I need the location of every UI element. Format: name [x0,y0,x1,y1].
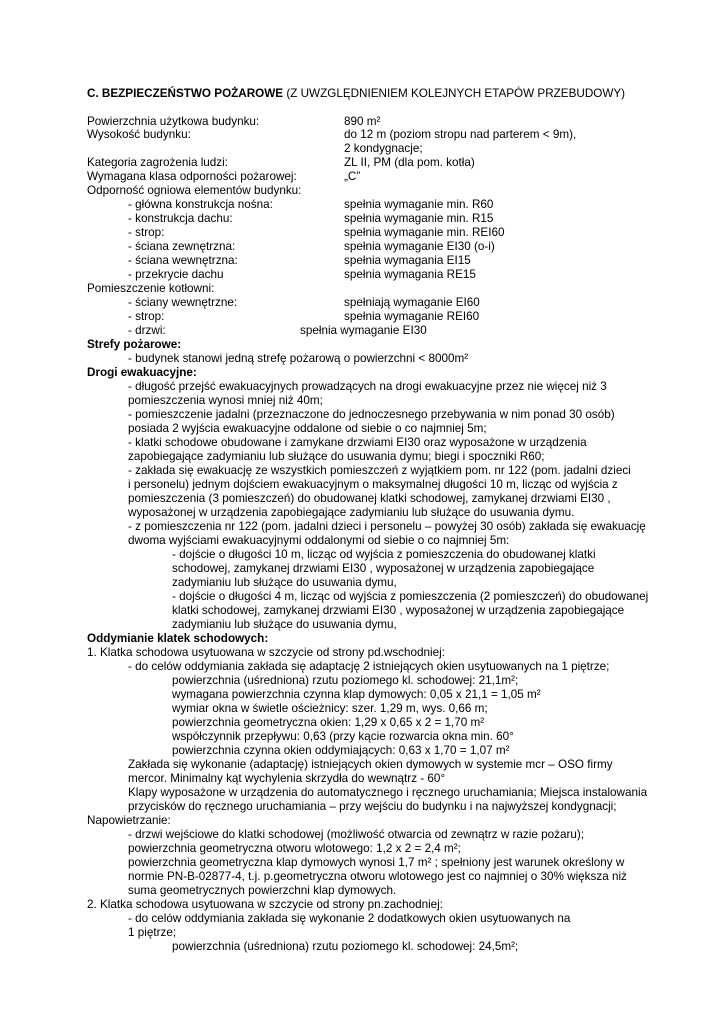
spec-label: - ściany wewnętrzne: [128,296,238,309]
text-line: - pomieszczenie jadalni (przeznaczone do jednoczesnego przebywania w nim ponad 30 osób) [128,408,615,421]
text-line: współczynnik przepływu: 0,63 (przy kącie rozwarcia okna min. 60° [172,730,514,743]
text-line: wymagana powierzchnia czynna klap dymowych: 0,05 x 21,1 = 1,05 m² [172,688,541,701]
text-line: Zakłada się wykonanie (adaptację) istniejących okien dymowych w systemie mcr – OSO firmy [128,758,613,771]
text-line: zadymianiu lub służące do usuwania dymu, [172,576,397,589]
subheading: Strefy pożarowe: [87,338,182,351]
text-line: powierzchnia geometryczna klap dymowych wynosi 1,7 m² ; spełniony jest warunek określony w [128,856,625,869]
text-line: powierzchnia geometryczna okien: 1,29 x 0,65 x 2 = 1,70 m² [172,716,485,729]
text-line: - budynek stanowi jedną strefę pożarową o powierzchni < 8000m² [128,352,469,365]
text-line: wyposażonej w urządzenia zapobiegające zadymianiu lub służące do usuwania dymu. [128,506,575,519]
text-line: - klatki schodowe obudowane i zamykane drzwiami EI30 oraz wyposażone w urządzenia [128,436,587,449]
spec-value: spełnia wymaganie EI30 [300,324,427,337]
text-line: 1. Klatka schodowa usytuowana w szczycie od strony pd.wschodniej: [87,646,445,659]
spec-value: ZL II, PM (dla pom. kotła) [344,156,475,169]
spec-value: „C” [344,170,361,183]
spec-label: Odporność ogniowa elementów budynku: [87,184,302,197]
text-line: schodowej, zamykanej drzwiami EI30 , wyposażonej w urządzenia zapobiegające [172,562,595,575]
spec-value: spełnia wymaganie REI60 [344,310,480,323]
text-line: przycisków do ręcznego uruchamiania – przy wejściu do budynku i na najwyższej kondygnacji; [128,800,617,813]
spec-label: - konstrukcja dachu: [128,212,233,225]
text-line: - drzwi wejściowe do klatki schodowej (możliwość otwarcia od zewnątrz w razie pożaru); [128,828,584,841]
text-line: 1 piętrze; [128,926,177,939]
text-line: posiada 2 wyjścia ewakuacyjne oddalone od siebie o co najmniej 5m; [128,422,487,435]
spec-label: Powierzchnia użytkowa budynku: [87,115,260,128]
spec-label: - drzwi: [128,324,166,337]
spec-label: - ściana wewnętrzna: [128,254,238,267]
spec-label: - strop: [128,226,165,239]
text-line: - dojście o długości 10 m, licząc od wyjścia z pomieszczenia do obudowanej klatki [172,548,596,561]
spec-label: Pomieszczenie kotłowni: [87,282,215,295]
text-line: suma geometrycznych powierzchni klap dymowych. [128,884,397,897]
section-title-bold: C. BEZPIECZEŃSTWO POŻAROWE [87,87,284,100]
spec-label: - główna konstrukcja nośna: [128,198,273,211]
text-line: i personelu) jednym dojściem ewakuacyjnym o maksymalnej długości 10 m, licząc od wyjścia z [128,478,618,491]
spec-label: - strop: [128,310,165,323]
text-line: Klapy wyposażone w urządzenia do automatycznego i ręcznego uruchamiania; Miejsca instalowania [128,786,648,799]
text-line: wymiar okna w świetle ościeżnicy: szer. 1,29 m, wys. 0,66 m; [172,702,488,715]
text-line: normie PN-B-02877-4, t.j. p.geometryczna otworu wlotowego jest co najmniej o 30% większa niż [128,870,627,883]
spec-value: spełnia wymagania EI15 [344,254,471,267]
text-line: - do celów oddymiania zakłada się adaptację 2 istniejących okien usytuowanych na 1 piętrze; [128,660,610,673]
spec-value: spełnia wymaganie min. REI60 [344,226,505,239]
text-line: powierzchnia (uśredniona) rzutu poziomego kl. schodowej: 24,5m²; [172,940,519,953]
text-line: - do celów oddymiania zakłada się wykonanie 2 dodatkowych okien usytuowanych na [128,912,571,925]
text-line: 2. Klatka schodowa usytuowana w szczycie od strony pn.zachodniej: [87,898,444,911]
text-line: powierzchnia (uśredniona) rzutu poziomego kl. schodowej: 21,1m²; [172,674,519,687]
spec-value: spełniają wymaganie EI60 [344,296,480,309]
text-line: - z pomieszczenia nr 122 (pom. jadalni dzieci i personelu – powyżej 30 osób) zakłada się ewakuację [128,520,646,533]
text-line: zapobiegające zadymianiu lub służące do usuwania dymu; biegi i spoczniki R60; [128,450,545,463]
section-title-rest: (Z UWZGLĘDNIENIEM KOLEJNYCH ETAPÓW PRZEBUDOWY) [283,87,626,100]
spec-value: spełnia wymaganie min. R60 [344,198,494,211]
text-line: klatki schodowej, zamykanej drzwiami EI30 , wyposażonej w urządzenia zapobiegające [172,604,625,617]
subheading: Drogi ewakuacyjne: [87,366,197,379]
spec-label: Kategoria zagrożenia ludzi: [87,156,228,169]
spec-label: Wymagana klasa odporności pożarowej: [87,170,297,183]
text-line: pomieszczenia (3 pomieszczeń) do obudowanej klatki schodowej, zamykanej drzwiami EI30 , [128,492,611,505]
spec-value: 2 kondygnacje; [344,142,423,155]
text-line: dwoma wyjściami ewakuacyjnymi oddalonymi od siebie o co najmniej 5m: [128,534,510,547]
text-line: pomieszczenia wynosi mniej niż 40m; [128,394,323,407]
text-line: - dojście o długości 4 m, licząc od wyjścia z pomieszczenia (2 pomieszczeń) do obudowanej [172,590,649,603]
spec-label: - ściana zewnętrzna: [128,240,236,253]
text-line: Napowietrzanie: [87,814,171,827]
text-line: - zakłada się ewakuację ze wszystkich pomieszczeń z wyjątkiem pom. nr 122 (pom. jadalni dzieci [128,464,631,477]
text-line: zadymianiu lub służące do usuwania dymu, [172,618,397,631]
section-title [87,87,625,101]
spec-label: Wysokość budynku: [87,128,191,141]
spec-value: spełnia wymaganie EI30 (o-i) [344,240,495,253]
spec-value: do 12 m (poziom stropu nad parterem < 9m), [344,128,577,141]
text-line: mercor. Minimalny kąt wychylenia skrzydła do wewnątrz - 60° [128,772,446,785]
spec-value: 890 m² [344,115,381,128]
spec-label: - przekrycie dachu [128,268,224,281]
text-line: - długość przejść ewakuacyjnych prowadzących na drogi ewakuacyjne przez nie więcej niż 3 [128,380,607,393]
text-line: powierzchnia geometryczna otworu wlotowego: 1,2 x 2 = 2,4 m²; [128,842,461,855]
spec-value: spełnia wymaganie min. R15 [344,212,494,225]
spec-value: spełnia wymagania RE15 [344,268,476,281]
text-line: powierzchnia czynna okien oddymiających: 0,63 x 1,70 = 1,07 m² [172,744,510,757]
subheading: Oddymianie klatek schodowych: [87,632,269,645]
